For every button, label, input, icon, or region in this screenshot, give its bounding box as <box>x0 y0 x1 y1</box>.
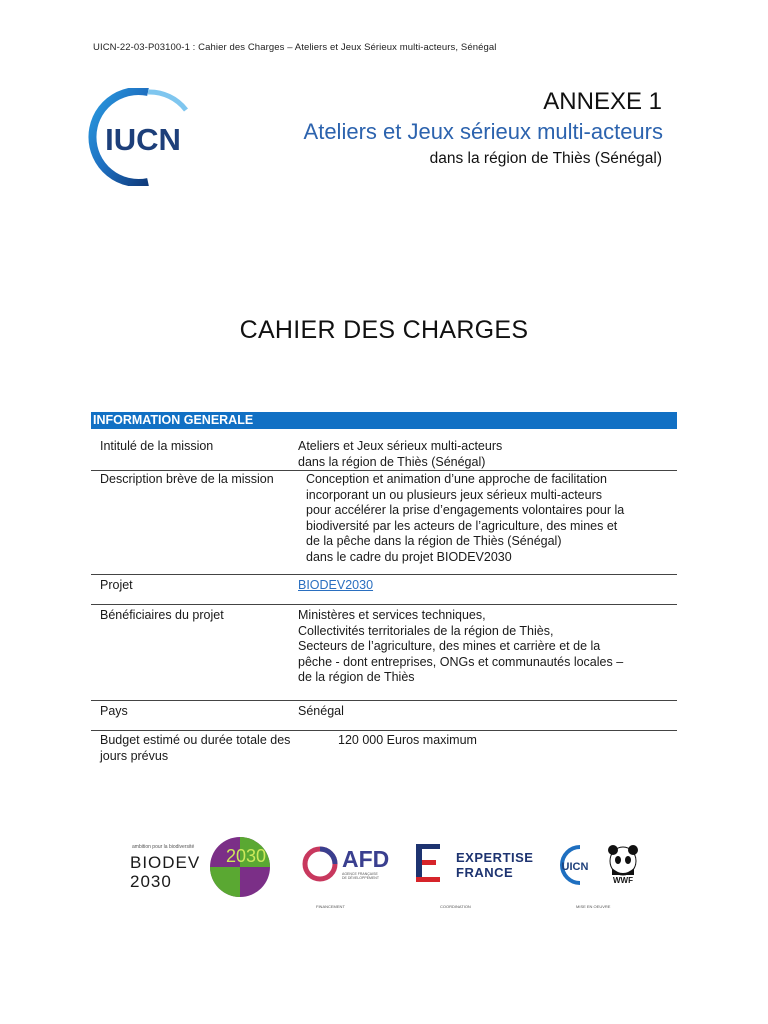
row-label: Description brève de la mission <box>100 472 274 486</box>
row-label: Pays <box>100 704 128 718</box>
table-row <box>91 471 677 575</box>
row-label: Budget estimé ou durée totale des jours prévus <box>100 733 291 763</box>
iucn-logo <box>88 88 198 186</box>
uicn-wwf-role: MISE EN OEUVRE <box>576 904 611 909</box>
afd-logo <box>300 842 400 909</box>
header-reference: UICN-22-03-P03100-1 : Cahier des Charges – Ateliers et Jeux Sérieux multi-acteurs, Sénégal <box>93 42 497 53</box>
document-title: CAHIER DES CHARGES <box>239 316 529 344</box>
svg-text:2030: 2030 <box>226 846 267 866</box>
afd-subtitle: AGENCE FRANÇAISE DE DÉVELOPPEMENT <box>342 872 379 880</box>
row-value <box>298 578 677 604</box>
iucn-logo-text: IUCN <box>105 122 181 157</box>
table-row <box>91 429 677 471</box>
afd-role: FINANCEMENT <box>316 904 345 909</box>
expertise-line1: EXPERTISE <box>456 850 534 865</box>
wwf-panda-icon <box>606 844 640 884</box>
mission-subtitle: Ateliers et Jeux sérieux multi-acteurs <box>303 119 663 144</box>
afd-name: AFD <box>342 846 390 872</box>
table-row <box>91 701 677 731</box>
afd-circle-icon <box>300 844 340 884</box>
svg-text:WWF: WWF <box>613 876 633 884</box>
expertise-france-logo <box>416 844 540 909</box>
table-row <box>91 731 677 769</box>
row-value: Ateliers et Jeux sérieux multi-acteurs dans la région de Thiès (Sénégal) <box>298 439 503 469</box>
information-table <box>91 412 677 769</box>
row-value: Conception et animation d’une approche de facilitation incorporant un ou plusieurs jeux sérieux multi-acteurs pour accélérer la prise d’engagements volontaires pour la biodiversité par les acteurs de l’agriculture, des mines et de la pêche dans la région de Thiès (Sénégal) dans le cadre du projet BIODEV2030 <box>306 472 625 564</box>
table-row <box>91 605 677 701</box>
biodev-2030-badge <box>208 836 272 898</box>
annexe-label: ANNEXE 1 <box>543 88 662 115</box>
uicn-wwf-logo <box>554 842 644 909</box>
expertise-e-icon <box>416 844 442 882</box>
biodev-name: BIODEV <box>130 853 201 872</box>
biodev-tagline: ambition pour la biodiversité <box>132 844 195 850</box>
uicn-small-icon <box>554 844 596 886</box>
row-label: Intitulé de la mission <box>100 439 214 453</box>
row-value: Sénégal <box>298 704 344 718</box>
svg-text:UICN: UICN <box>561 861 589 873</box>
row-value: Ministères et services techniques, Collectivités territoriales de la région de Thiès, Secteurs de l’agriculture, des mines et carrière et de la pêche - dont entreprises, ONGs et communautés locales – de la région de Thiès <box>298 608 624 684</box>
row-label: Projet <box>100 578 133 592</box>
table-row <box>91 575 677 605</box>
row-label: Bénéficiaires du projet <box>100 608 224 622</box>
table-header: INFORMATION GENERALE <box>91 412 677 429</box>
row-value: 120 000 Euros maximum <box>338 733 477 747</box>
region-subtitle: dans la région de Thiès (Sénégal) <box>429 150 662 167</box>
sponsor-logos <box>130 830 650 910</box>
expertise-line2: FRANCE <box>456 865 514 880</box>
expertise-role: COORDINATION <box>440 904 471 909</box>
biodev-link[interactable]: BIODEV2030 <box>298 578 374 592</box>
biodev-year: 2030 <box>130 872 172 891</box>
biodev-logo <box>130 844 275 904</box>
